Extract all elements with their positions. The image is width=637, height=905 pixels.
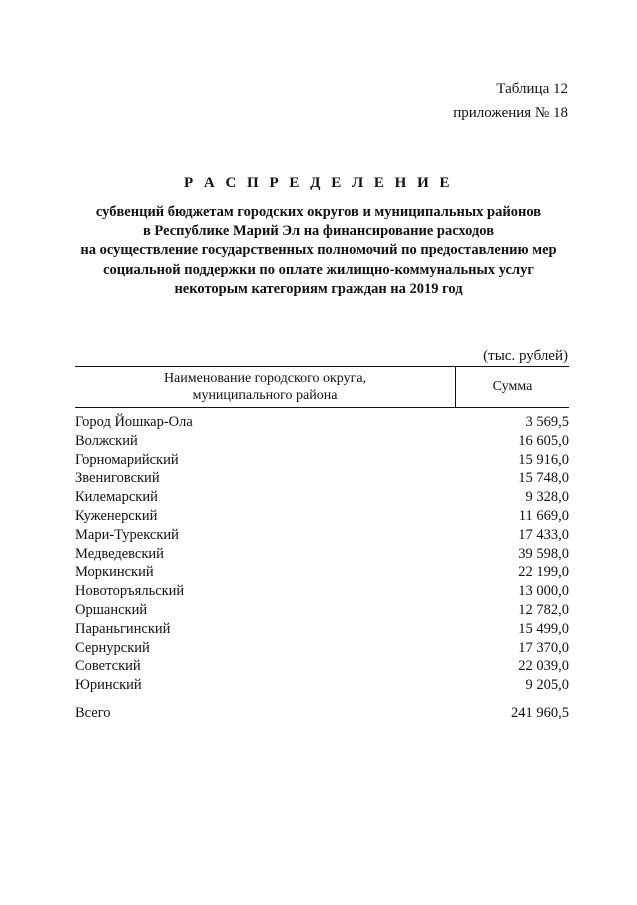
total-amount: 241 960,5 [511, 705, 569, 721]
row-amount: 15 748,0 [518, 470, 569, 487]
table-row [75, 488, 569, 507]
table-row [75, 451, 569, 470]
row-name: Килемарский [75, 489, 158, 506]
document-subtitle [60, 203, 577, 299]
row-amount: 22 199,0 [518, 564, 569, 581]
table-row [75, 676, 569, 695]
column-header-name [75, 367, 456, 407]
table-row [75, 469, 569, 488]
units-label: (тыс. рублей) [483, 348, 568, 364]
document-heading: Р А С П Р Е Д Е Л Е Н И Е [183, 175, 453, 191]
row-name: Новоторъяльский [75, 583, 185, 600]
row-name: Мари-Турекский [75, 526, 179, 543]
row-name: Юринский [75, 677, 142, 694]
row-amount: 13 000,0 [518, 583, 569, 600]
row-amount: 9 328,0 [525, 489, 569, 506]
row-name: Куженерский [75, 507, 158, 524]
row-name: Медведевский [75, 545, 164, 562]
table-row [75, 620, 569, 639]
table-reference: Таблица 12 [496, 81, 568, 97]
table-row [75, 526, 569, 545]
row-amount: 39 598,0 [518, 545, 569, 562]
row-amount: 15 499,0 [518, 620, 569, 637]
table-row [75, 657, 569, 676]
table-body [75, 413, 569, 695]
row-amount: 17 433,0 [518, 526, 569, 543]
row-amount: 9 205,0 [525, 677, 569, 694]
subtitle-line: на осуществление государственных полномочий по предоставлению мер [80, 242, 557, 259]
row-name: Волжский [75, 432, 138, 449]
subtitle-line: в Республике Марий Эл на финансирование расходов [142, 223, 495, 240]
subtitle-line: социальной поддержки по оплате жилищно-коммунальных услуг [103, 261, 534, 278]
table-row [75, 507, 569, 526]
table-row [75, 413, 569, 432]
subtitle-line: некоторым категориям граждан на 2019 год [174, 280, 463, 297]
table-row [75, 545, 569, 564]
column-header-sum: Сумма [492, 379, 533, 394]
row-name: Звениговский [75, 470, 160, 487]
table-row [75, 432, 569, 451]
subtitle-line: субвенций бюджетам городских округов и муниципальных районов [95, 204, 542, 220]
total-label: Всего [75, 705, 111, 721]
table-row [75, 601, 569, 620]
row-name: Оршанский [75, 601, 148, 618]
row-amount: 15 916,0 [518, 451, 569, 468]
total-row [75, 703, 569, 723]
row-amount: 22 039,0 [518, 658, 569, 675]
column-header-name-line: Наименование городского округа, [163, 371, 367, 386]
table-row [75, 639, 569, 658]
row-name: Советский [75, 658, 141, 675]
appendix-reference: приложения № 18 [453, 105, 568, 121]
row-amount: 12 782,0 [518, 601, 569, 618]
column-header-name-line: муниципального района [192, 388, 338, 403]
row-amount: 3 569,5 [525, 414, 569, 430]
row-name: Моркинский [75, 564, 154, 581]
row-amount: 11 669,0 [518, 507, 569, 524]
row-amount: 17 370,0 [518, 639, 569, 656]
table-row [75, 563, 569, 582]
row-name: Город Йошкар-Ола [75, 414, 193, 430]
row-name: Сернурский [75, 639, 150, 656]
row-amount: 16 605,0 [518, 432, 569, 449]
table-row [75, 582, 569, 601]
row-name: Параньгинский [75, 620, 171, 637]
table-header [75, 366, 569, 408]
row-name: Горномарийский [75, 451, 179, 468]
